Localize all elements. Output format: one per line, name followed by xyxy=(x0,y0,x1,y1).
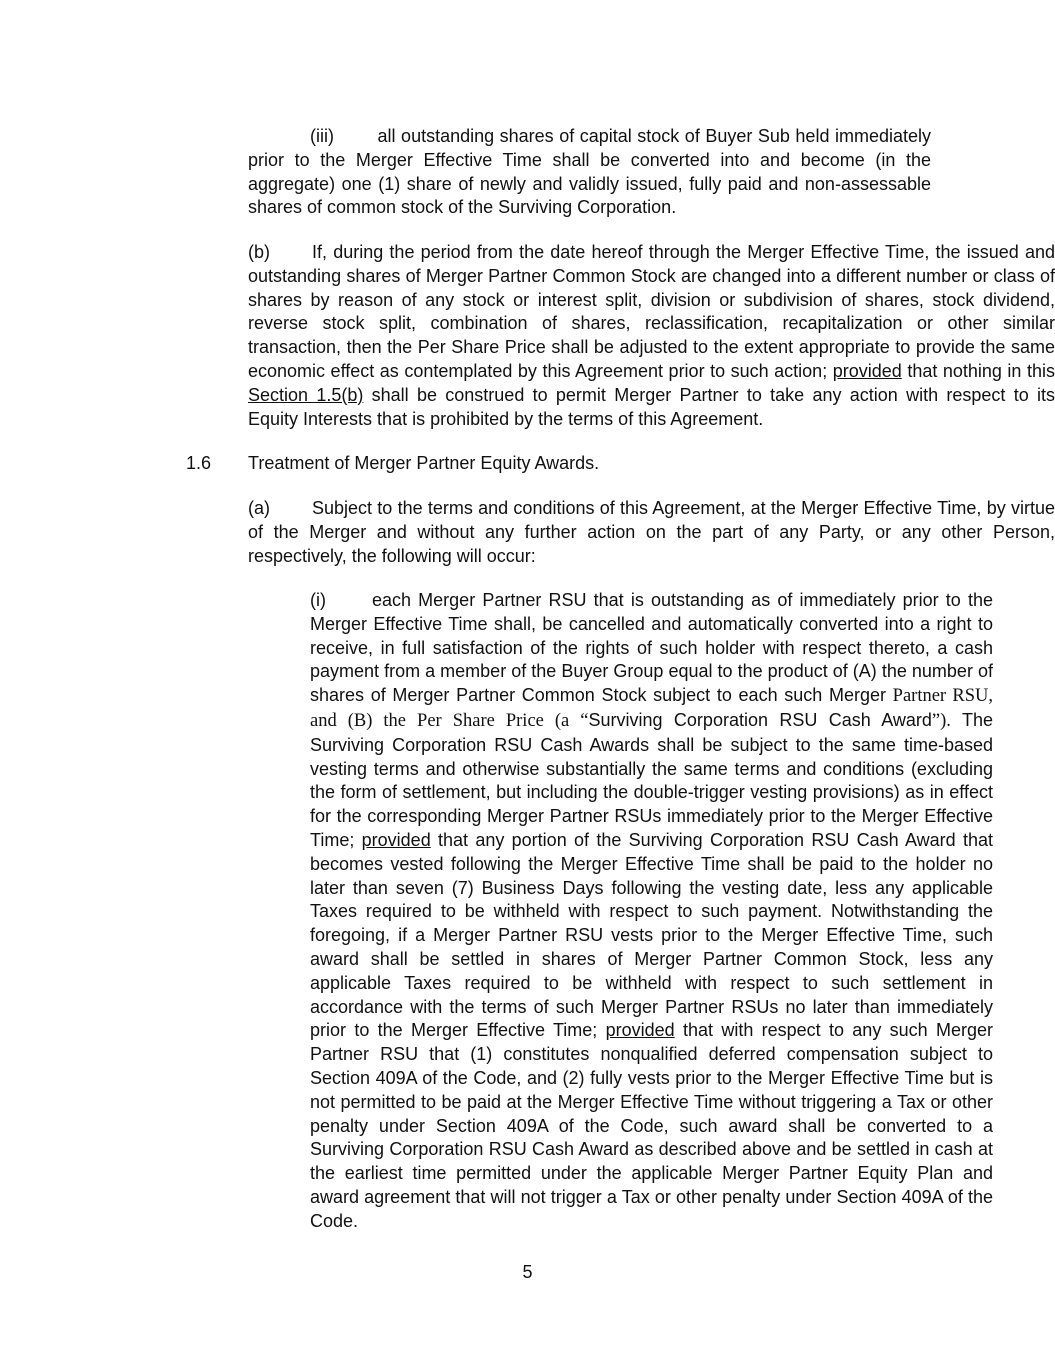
paragraph-i-text-1: each Merger Partner RSU that is outstanding as of immediately prior to the Merger Effective Time shall, be cancelled and automatically converted into a right to receive, in full satisfaction of the rights of such holder with respect thereto, a cash payment from a member of the Buyer Group equal to the product of (A) the number of shares of Merger Partner Common Stock subject to each such Merger xyxy=(310,590,993,706)
paragraph-a xyxy=(124,497,1055,568)
defined-term-surviving-corporation-rsu-cash-award: Surviving Corporation RSU Cash Award xyxy=(588,709,932,730)
paragraph-b-text-1: If, during the period from the date hereof through the Merger Effective Time, the issued and outstanding shares of Merger Partner Common Stock are changed into a different number or class of shares by reason of any stock or interest split, division or subdivision of shares, stock dividend, reverse stock split, combination of shares, reclassification, recapitalization or other similar transaction, then the Per Share Price shall be adjusted to the extent appropriate to provide the same economic effect as contemplated by this Agreement prior to such action; xyxy=(248,242,1055,381)
page-number: 5 xyxy=(522,1262,533,1282)
paragraph-i-text-3: that any portion of the Surviving Corporation RSU Cash Award that becomes vested following the Merger Effective Time shall be paid to the holder no later than seven (7) Business Days following the vesting date, less any applicable Taxes required to be withheld with respect to such payment. Notwithstanding the foregoing, if a Merger Partner RSU vests prior to the Merger Effective Time, such award shall be settled in shares of Merger Partner Common Stock, less any applicable Taxes required to be withheld with respect to such settlement in accordance with the terms of such Merger Partner RSUs no later than immediately prior to the Merger Effective Time; xyxy=(310,829,993,1041)
paragraph-b-label: (b) xyxy=(248,242,270,262)
paragraph-i-text-4: that with respect to any such Merger Partner RSU that (1) constitutes nonqualified deferred compensation subject to Section 409A of the Code, and (2) fully vests prior to the Merger Effective Time but is not permitted to be paid at the Merger Effective Time without triggering a Tax or other penalty under Section 409A of the Code, such award shall be converted to a Surviving Corporation RSU Cash Award as described above and be settled in cash at the earliest time permitted under the applicable Merger Partner Equity Plan and award agreement that will not trigger a Tax or other penalty under Section 409A of the Code. xyxy=(310,1020,993,1231)
paragraph-iii xyxy=(248,125,931,220)
paragraph-i-close-quote: ”). xyxy=(931,710,951,731)
paragraph-i-text-serif: Partner RSU, and (B) the Per Share Price (a “ xyxy=(310,686,993,731)
paragraph-b-text-2: that nothing in this xyxy=(907,360,1055,381)
paragraph-i xyxy=(248,589,993,1234)
section-1-6-number: 1.6 xyxy=(186,453,212,473)
paragraph-i-text-2: The Surviving Corporation RSU Cash Awards shall be subject to the same time-based vesting terms and otherwise substantially the same terms and conditions (excluding the form of settlement, but including the double-trigger vesting provisions) as in effect for the corresponding Merger Partner RSUs immediately prior to the Merger Effective Time; xyxy=(310,709,993,850)
paragraph-b xyxy=(124,241,1055,431)
paragraph-i-label: (i) xyxy=(310,590,326,610)
paragraph-a-label: (a) xyxy=(248,498,270,518)
section-1-6-heading xyxy=(124,452,993,476)
paragraph-i-provided-2: provided xyxy=(605,1020,675,1041)
paragraph-i-provided-1: provided xyxy=(361,829,431,850)
paragraph-b-provided: provided xyxy=(832,360,902,381)
section-1-5b-reference: Section 1.5(b) xyxy=(248,384,364,405)
paragraph-iii-text: all outstanding shares of capital stock of Buyer Sub held immediately prior to the Merger Effective Time shall be converted into and become (in the aggregate) one (1) share of newly and validly issued, fully paid and non-assessable shares of common stock of the Surviving Corporation. xyxy=(248,126,931,218)
paragraph-b-text-3: shall be construed to permit Merger Partner to take any action with respect to its Equity Interests that is prohibited by the terms of this Agreement. xyxy=(248,384,1055,429)
section-1-6-title: Treatment of Merger Partner Equity Awards. xyxy=(248,453,600,473)
paragraph-iii-label: (iii) xyxy=(310,126,334,146)
paragraph-a-text: Subject to the terms and conditions of this Agreement, at the Merger Effective Time, by virtue of the Merger and without any further action on the part of any Party, or any other Person, respectively, the following will occur: xyxy=(248,498,1055,566)
